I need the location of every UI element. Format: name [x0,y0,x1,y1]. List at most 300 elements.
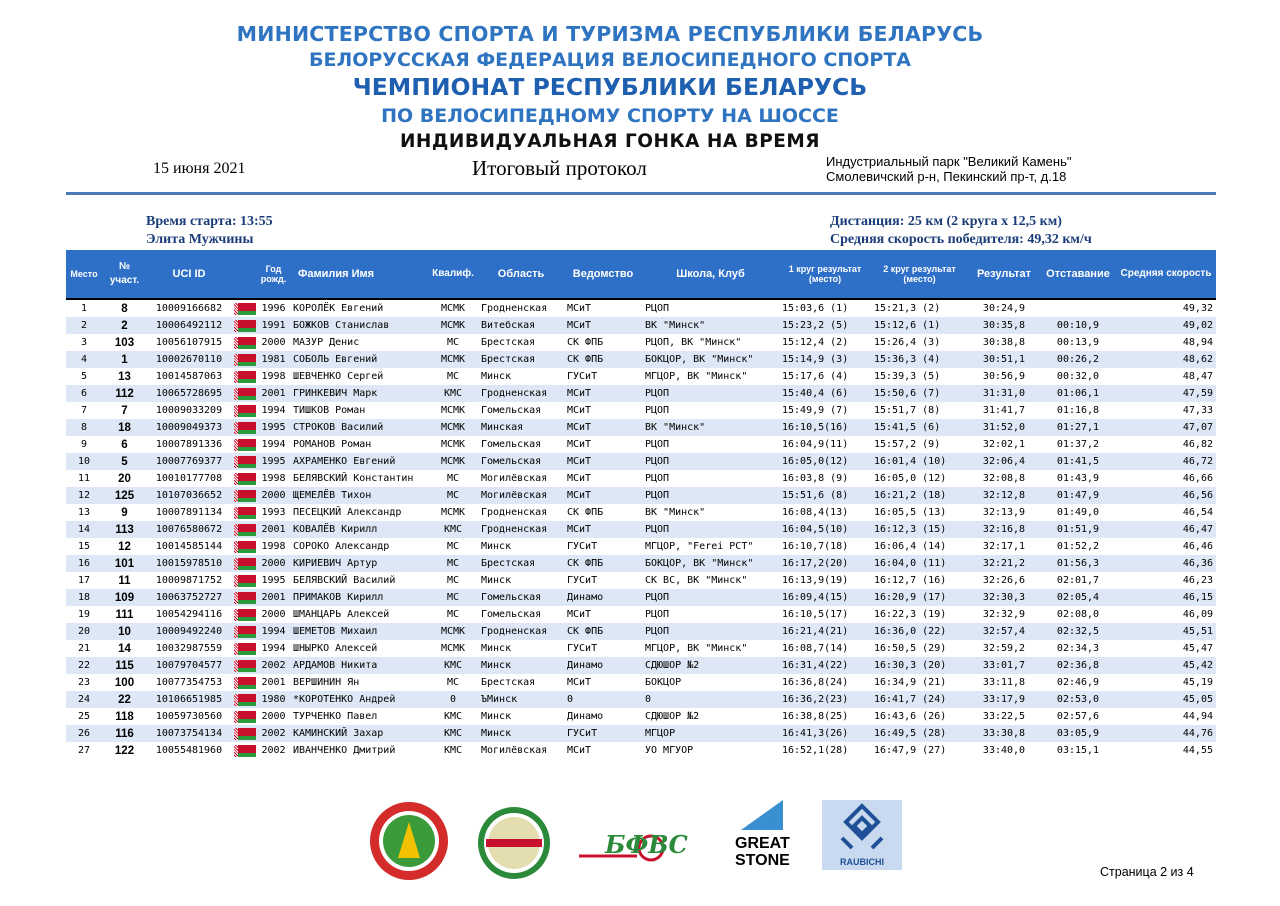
cell-flag [231,708,257,725]
championship-title: ЧЕМПИОНАТ РЕСПУБЛИКИ БЕЛАРУСЬ [352,73,868,101]
cell-region: Гомельская [481,439,542,450]
table-row [66,691,1216,708]
cell-gap: 03:15,1 [1056,745,1100,756]
cell-year: 1981 [257,351,290,368]
col-dept: Ведомство [564,250,642,299]
belarus-flag-icon [234,626,256,638]
cell-flag [231,589,257,606]
table-row [66,419,1216,436]
cell-lap1: 16:10,5(17) [782,609,849,620]
cell-result: 32:32,9 [982,609,1026,620]
table-row [66,402,1216,419]
cell-club: БОКЦОР, ВК "Минск" [642,351,779,368]
cell-flag [231,299,257,317]
cell-uci: 10107036652 [147,487,231,504]
cell-uci: 10032987559 [155,643,223,654]
cell-place: 19 [77,609,91,620]
cell-lap2: 16:50,5 (29) [874,643,947,654]
venue [826,154,1071,184]
cell-speed: 45,47 [1182,643,1213,654]
cell-speed: 45,42 [1116,657,1216,674]
cell-dept: СК ФПБ [564,623,642,640]
cell-result: 31:31,0 [968,385,1040,402]
cell-year: 1994 [261,643,286,654]
cell-result: 32:26,6 [982,575,1026,586]
cell-club: ВК "Минск" [642,317,779,334]
table-row [66,299,1216,317]
cell-lap2: 16:41,7 (24) [871,691,968,708]
cell-uci: 10056107915 [155,337,223,348]
cell-name: КАМИНСКИЙ Захар [290,725,428,742]
cell-lap1: 16:04,9(11) [782,439,849,450]
cell-uci: 10106651985 [147,691,231,708]
cell-gap: 02:01,7 [1056,575,1100,586]
cell-result: 33:11,8 [982,677,1026,688]
cell-bib: 18 [102,419,147,436]
cell-year: 2000 [261,337,286,348]
cell-uci: 10015978510 [147,555,231,572]
cell-lap1: 16:41,3(26) [779,725,871,742]
cell-lap1: 16:21,4(21) [779,623,871,640]
cell-flag [231,555,257,572]
cell-place: 26 [66,725,102,742]
belarus-flag-icon [234,524,256,536]
cell-lap2: 15:57,2 (9) [874,439,941,450]
table-row [66,725,1216,742]
cell-qual: МС [446,609,460,620]
ministry-logo-icon [368,800,450,882]
cell-club: МГЦОР, ВК "Минск" [645,643,748,654]
cell-speed: 46,54 [1182,507,1213,518]
col-place: Место [66,250,102,299]
cell-lap2: 16:05,5 (13) [874,507,947,518]
cell-region: Минск [481,541,512,552]
cell-year: 2000 [257,555,290,572]
cell-region: Гомельская [478,453,564,470]
cell-region: Могилёвская [481,745,548,756]
cell-dept: МСиТ [564,385,642,402]
cell-dept: МСиТ [567,677,592,688]
cell-flag [231,674,257,691]
cell-region: Минская [478,419,564,436]
cell-year: 2001 [257,385,290,402]
cell-uci: 10054294116 [155,609,223,620]
cell-lap1: 15:14,9 (3) [779,351,871,368]
cell-result: 32:30,3 [968,589,1040,606]
cell-qual: МСМК [440,643,466,654]
ministry-title: МИНИСТЕРСТВО СПОРТА И ТУРИЗМА РЕСПУБЛИКИ БЕЛАРУСЬ [236,22,984,46]
table-row [66,453,1216,470]
cell-gap: 02:36,8 [1040,657,1116,674]
cell-lap2: 16:47,9 (27) [874,745,947,756]
cell-qual: МС [446,337,460,348]
cell-region: Могилёвская [478,487,564,504]
cell-dept: СК ФПБ [567,507,604,518]
cell-club: РЦОП [642,385,779,402]
cell-qual: МС [428,555,478,572]
cell-region: Минск [478,657,564,674]
cell-gap: 00:26,2 [1040,351,1116,368]
cell-club: БОКЦОР, ВК "Минск" [642,555,779,572]
table-row [66,572,1216,589]
cell-gap: 01:52,2 [1056,541,1100,552]
cell-speed: 47,59 [1116,385,1216,402]
cell-dept: МСиТ [567,609,592,620]
cell-dept: МСиТ [564,521,642,538]
cell-lap2: 16:12,7 (16) [874,575,947,586]
cell-region: Брестская [478,555,564,572]
cell-lap2: 16:04,0 (11) [871,555,968,572]
cell-gap: 02:34,3 [1056,643,1100,654]
cell-name: ПЕСЕЦКИЙ Александр [293,507,402,518]
cell-region: Минск [481,371,512,382]
cell-result: 32:02,1 [982,439,1026,450]
cell-lap1: 16:10,5(16) [779,419,871,436]
cell-dept: СК ФПБ [567,337,604,348]
cell-dept: МСиТ [567,439,592,450]
cell-club: ВК "Минск" [645,507,706,518]
cell-lap1: 15:23,2 (5) [779,317,871,334]
cell-qual: МС [428,487,478,504]
protocol-title: Итоговый протокол [472,156,647,180]
cell-place: 20 [66,623,102,640]
cell-result: 33:30,8 [968,725,1040,742]
cell-speed: 45,51 [1116,623,1216,640]
belarus-flag-icon [234,303,256,315]
belarus-flag-icon [234,473,256,485]
cell-dept: ГУСиТ [567,541,598,552]
cell-result: 31:41,7 [982,405,1026,416]
belarus-flag-icon [234,677,256,689]
cell-uci: 10009049373 [147,419,231,436]
belarus-flag-icon [234,354,256,366]
cell-speed: 48,47 [1182,371,1213,382]
cell-place: 15 [77,541,91,552]
cell-bib: 103 [114,336,135,349]
cell-gap: 03:05,9 [1040,725,1116,742]
cell-flag [231,470,257,487]
cell-bib: 101 [102,555,147,572]
cell-uci: 10007769377 [147,453,231,470]
cell-year: 2000 [257,487,290,504]
cell-year: 1980 [257,691,290,708]
cell-result: 30:38,8 [982,337,1026,348]
cell-place: 23 [77,677,91,688]
cell-dept: МСиТ [567,405,592,416]
cell-dept: Динамо [564,589,642,606]
cell-region: Брестская [481,337,536,348]
cell-lap1: 16:13,9(19) [782,575,849,586]
col-uci: UCI ID [147,250,231,299]
table-row [66,334,1216,351]
cell-club: РЦОП, ВК "Минск" [645,337,742,348]
cell-dept: МСиТ [564,419,642,436]
cell-result: 33:01,7 [968,657,1040,674]
cell-qual: КМС [443,745,463,756]
cell-flag [231,657,257,674]
cell-year: 1995 [261,575,286,586]
cell-lap2: 16:49,5 (28) [871,725,968,742]
cell-year: 1994 [257,623,290,640]
cell-gap: 01:27,1 [1040,419,1116,436]
cell-result: 31:52,0 [968,419,1040,436]
winner-avg-speed: Средняя скорость победителя: 49,32 км/ч [830,232,1092,247]
table-row [66,436,1216,453]
cell-dept: ГУСиТ [567,643,598,654]
cell-uci: 10073754134 [147,725,231,742]
cell-bib: 122 [114,744,135,757]
raubichi-logo [822,800,902,870]
cell-name: ТИШКОВ Роман [293,405,366,416]
cell-name: ШЕВЧЕНКО Сергей [293,371,384,382]
cell-result: 30:24,9 [968,299,1040,317]
cell-flag [231,521,257,538]
cell-lap2: 15:26,4 (3) [874,337,941,348]
cell-uci: 10079704577 [147,657,231,674]
table-row [66,385,1216,402]
cell-qual: МС [428,589,478,606]
cell-qual: КМС [428,521,478,538]
cell-speed: 48,94 [1182,337,1213,348]
belarus-flag-icon [234,728,256,740]
cell-dept: МСиТ [564,487,642,504]
cell-lap1: 16:08,7(14) [782,643,849,654]
cell-year: 1998 [261,473,286,484]
cell-club: СДЮШОР №2 [642,657,779,674]
cell-lap1: 15:12,4 (2) [782,337,849,348]
cell-region: Брестская [478,351,564,368]
event-date: 15 июня 2021 [153,160,246,177]
cell-name: ГРИНКЕВИЧ Марк [290,385,428,402]
cell-gap: 01:06,1 [1040,385,1116,402]
cell-year: 2002 [257,657,290,674]
cell-year: 2002 [257,725,290,742]
table-row [66,351,1216,368]
cell-speed: 46,72 [1116,453,1216,470]
header-divider [66,192,1216,195]
belarus-flag-icon [234,439,256,451]
cell-place: 27 [77,745,91,756]
cell-gap: 02:05,4 [1040,589,1116,606]
cell-uci: 10009492240 [147,623,231,640]
cell-result: 33:40,0 [982,745,1026,756]
cell-qual: МСМК [440,439,466,450]
cell-uci: 10002670110 [147,351,231,368]
cell-name: АРДАМОВ Никита [290,657,428,674]
belarus-flag-icon [234,507,256,519]
cell-flag [231,385,257,402]
cell-bib: 116 [102,725,147,742]
cell-year: 2000 [261,609,286,620]
table-row [66,623,1216,640]
cell-club: РЦОП [645,439,670,450]
col-lap1: 1 круг результат (место) [779,250,871,299]
cell-lap1: 16:05,0(12) [779,453,871,470]
cell-uci: 10063752727 [147,589,231,606]
belarus-flag-icon [234,694,256,706]
cell-speed: 45,05 [1116,691,1216,708]
cell-club: МГЦОР, ВК "Минск" [645,371,748,382]
belarus-flag-icon [234,609,256,621]
cell-lap1: 15:03,6 (1) [779,299,871,317]
cell-result: 32:08,8 [982,473,1026,484]
cell-place: 4 [66,351,102,368]
cell-place: 17 [77,575,91,586]
table-row [66,470,1216,487]
cell-qual: КМС [443,711,463,722]
cell-place: 16 [66,555,102,572]
cell-region: Гродненская [481,507,548,518]
cell-name: СТРОКОВ Василий [290,419,428,436]
cell-speed: 49,02 [1116,317,1216,334]
cell-result: 30:35,8 [968,317,1040,334]
cell-name: ШМАНЦАРЬ Алексей [293,609,390,620]
cell-region: Гродненская [478,299,564,317]
cell-qual: МСМК [428,623,478,640]
cell-uci: 10077354753 [155,677,223,688]
cell-qual: МС [446,541,460,552]
table-row [66,674,1216,691]
belarus-flag-icon [234,456,256,468]
table-row [66,640,1216,657]
cell-gap: 00:13,9 [1056,337,1100,348]
cell-gap: 02:32,5 [1040,623,1116,640]
cell-region: Могилёвская [481,473,548,484]
table-row [66,708,1216,725]
cell-lap1: 15:40,4 (6) [779,385,871,402]
cell-lap2: 15:50,6 (7) [871,385,968,402]
cell-result: 33:17,9 [968,691,1040,708]
col-flag [231,250,257,299]
cell-place: 14 [66,521,102,538]
cell-speed: 46,23 [1182,575,1213,586]
great-stone-logo [735,800,790,870]
cell-qual: МС [446,575,460,586]
cell-region: Гомельская [481,405,542,416]
cell-gap: 01:49,0 [1056,507,1100,518]
cell-year: 2001 [261,677,286,688]
belarus-flag-icon [234,660,256,672]
cell-bib: 13 [118,370,131,383]
cell-place: 21 [77,643,91,654]
belarus-flag-icon [234,541,256,553]
cell-lap1: 16:38,8(25) [782,711,849,722]
cell-place: 7 [80,405,88,416]
cell-flag [231,351,257,368]
cell-flag [231,453,257,470]
cell-bib: 100 [114,676,135,689]
cell-gap: 01:16,8 [1056,405,1100,416]
cell-year: 2001 [257,589,290,606]
cell-place: 1 [66,299,102,317]
cell-qual: МСМК [440,507,466,518]
cell-bib: 10 [102,623,147,640]
cell-gap: 01:47,9 [1040,487,1116,504]
cell-gap [1040,299,1116,317]
cell-bib: 11 [118,574,131,587]
cell-flag [231,606,257,623]
belarus-flag-icon [234,422,256,434]
cell-lap2: 16:36,0 (22) [871,623,968,640]
cell-region: Гродненская [478,385,564,402]
cell-speed: 44,55 [1182,745,1213,756]
cell-year: 1995 [257,453,290,470]
cell-club: МГЦОР [642,725,779,742]
cell-gap: 02:57,6 [1056,711,1100,722]
cell-bib: 125 [102,487,147,504]
cell-bib: 6 [121,438,128,451]
cell-qual: 0 [428,691,478,708]
cell-lap1: 16:52,1(28) [782,745,849,756]
cell-bib: 115 [102,657,147,674]
belarus-flag-icon [234,745,256,757]
cell-lap1: 16:17,2(20) [779,555,871,572]
cell-name: КОВАЛЁВ Кирилл [290,521,428,538]
col-lap2: 2 круг результат (место) [871,250,968,299]
table-row [66,317,1216,334]
cell-lap2: 15:21,3 (2) [871,299,968,317]
cell-region: Гомельская [481,609,542,620]
cell-lap1: 16:10,7(18) [782,541,849,552]
event-title: ИНДИВИДУАЛЬНАЯ ГОНКА НА ВРЕМЯ [399,131,821,152]
cell-region: Брестская [481,677,536,688]
cell-lap2: 16:12,3 (15) [871,521,968,538]
cell-flag [231,572,257,589]
cell-result: 32:06,4 [968,453,1040,470]
cell-qual: МСМК [428,351,478,368]
cell-qual: КМС [428,725,478,742]
cell-club: РЦОП [642,487,779,504]
cell-region: Гомельская [478,589,564,606]
cell-speed: 46,82 [1182,439,1213,450]
cell-lap1: 16:09,4(15) [779,589,871,606]
cell-name: ШНЫРКО Алексей [293,643,378,654]
cell-dept: ГУСиТ [567,371,598,382]
cell-bib: 5 [102,453,147,470]
cell-uci: 10010177708 [155,473,223,484]
cell-lap1: 16:08,4(13) [782,507,849,518]
cell-flag [231,402,257,419]
cell-qual: МСМК [428,299,478,317]
cell-result: 32:12,8 [968,487,1040,504]
cell-club: РЦОП [642,453,779,470]
cell-speed: 46,46 [1182,541,1213,552]
cell-bib: 109 [102,589,147,606]
cell-gap: 01:37,2 [1056,439,1100,450]
distance: Дистанция: 25 км (2 круга х 12,5 км) [830,214,1062,229]
cell-flag [231,640,257,657]
cell-lap1: 16:03,8 (9) [782,473,849,484]
cell-result: 32:13,9 [982,507,1026,518]
raubichi-pattern-icon [822,800,902,856]
cell-dept: МСиТ [564,317,642,334]
col-result: Результат [968,250,1040,299]
raubichi-text: RAUBICHI [840,857,884,867]
cell-dept: МСиТ [564,299,642,317]
cell-flag [231,317,257,334]
cell-lap2: 16:21,2 (18) [871,487,968,504]
cell-speed: 46,47 [1116,521,1216,538]
cell-club: РЦОП [645,609,670,620]
cell-speed: 49,32 [1116,299,1216,317]
cell-year: 1996 [257,299,290,317]
cell-lap1: 15:49,9 (7) [782,405,849,416]
cell-lap1: 15:17,6 (4) [782,371,849,382]
cell-name: СОРОКО Александр [293,541,390,552]
cell-result: 30:56,9 [982,371,1026,382]
col-name: Фамилия Имя [290,250,428,299]
cell-name: АХРАМЕНКО Евгений [290,453,428,470]
